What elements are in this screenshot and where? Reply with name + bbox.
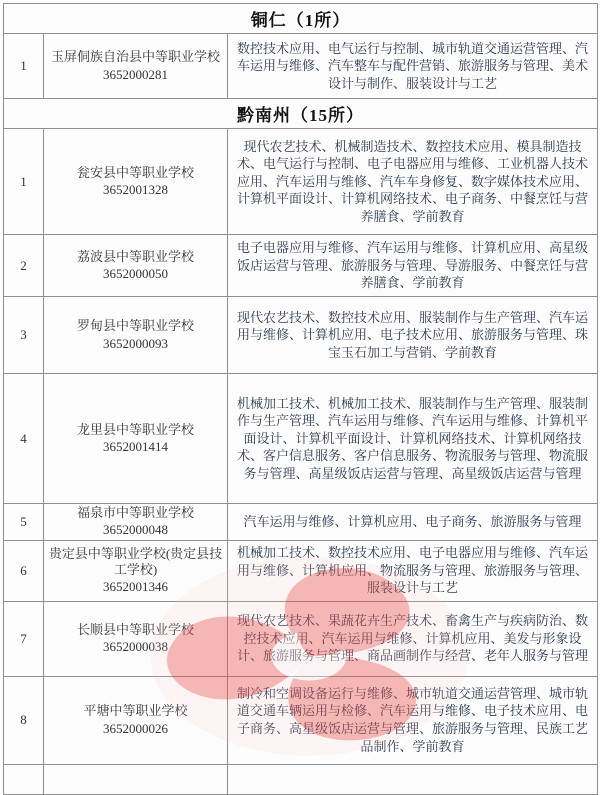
school-name: 长顺县中等职业学校 xyxy=(76,621,194,637)
school-cell xyxy=(44,374,228,504)
row-index: 2 xyxy=(4,235,44,297)
school-name: 荔波县中等职业学校 xyxy=(76,248,194,264)
school-name: 罗甸县中等职业学校 xyxy=(76,318,194,334)
programs-cell: 现代农艺技术、数控技术应用、服装制作与生产管理、汽车运用与维修、计算机应用、电子技术应用、旅游服务与管理、珠宝玉石加工与营销、学前教育 xyxy=(228,297,598,374)
row-index: 5 xyxy=(4,504,44,541)
school-cell xyxy=(44,504,228,541)
school-code: 3652001328 xyxy=(103,182,168,197)
row-index: 6 xyxy=(4,540,44,601)
school-name: 瓮安县中等职业学校 xyxy=(76,164,194,180)
programs-cell: 现代农艺技术、果蔬花卉生产技术、畜禽生产与疾病防治、数控技术应用、汽车运用与维修、计算机应用、美发与形象设计、旅游服务与管理、商品画制作与经营、老年人服务与管理 xyxy=(228,601,598,676)
school-code: 3652001346 xyxy=(103,579,168,595)
row-index: 8 xyxy=(4,676,44,764)
school-cell xyxy=(44,129,228,235)
school-code: 3652000026 xyxy=(103,720,168,736)
school-cell xyxy=(44,235,228,297)
table-row xyxy=(4,504,598,541)
school-code: 3652000093 xyxy=(103,335,168,351)
table-row xyxy=(4,129,598,235)
row-index: 4 xyxy=(4,374,44,504)
school-cell xyxy=(44,34,228,99)
table-row xyxy=(4,374,598,504)
row-index: 1 xyxy=(4,129,44,235)
school-cell xyxy=(44,540,228,601)
programs-cell: 制冷和空调设备运行与维修、城市轨道交通运营管理、城市轨道交通车辆运用与检修、汽车运用与维修、电子技术应用、电子商务、高星级饭店运营与管理、旅游服务与管理、民族工艺品制作、学前教育 xyxy=(228,676,598,764)
table-row xyxy=(4,34,598,99)
table-row xyxy=(4,297,598,374)
programs-cell: 数控技术应用、电气运行与控制、城市轨道交通运营管理、汽车运用与维修、汽车整车与配件营销、旅游服务与管理、美术设计与制作、服装设计与工艺 xyxy=(228,34,598,99)
school-name: 龙里县中等职业学校 xyxy=(76,421,194,437)
table-row xyxy=(4,235,598,297)
table-row xyxy=(4,601,598,676)
school-code: 3652000050 xyxy=(103,266,168,281)
programs-cell: 电子电器应用与维修、汽车运用与维修、计算机应用、高星级饭店运营与管理、旅游服务与管理、导游服务、中餐烹饪与营养膳食、学前教育 xyxy=(228,235,598,297)
row-index: 3 xyxy=(4,297,44,374)
programs-cell: 机械加工技术、机械加工技术、服装制作与生产管理、服装制作与生产管理、汽车运用与维修、汽车运用与维修、计算机平面设计、计算机平面设计、计算机网络技术、计算机网络技术、客户信息服务、客户信息服务、物流服务与管理、物流服务与管理、高星级饭店运营与管理、高星级饭店运营与管理 xyxy=(228,374,598,504)
row-index: 7 xyxy=(4,601,44,676)
table-row-cutoff xyxy=(4,764,598,794)
school-cell xyxy=(44,676,228,764)
programs-cell: 汽车运用与维修、计算机应用、电子商务、旅游服务与管理 xyxy=(228,504,598,541)
school-cell xyxy=(44,297,228,374)
table-row xyxy=(4,676,598,764)
school-code: 3652001414 xyxy=(103,439,168,454)
programs-cell: 机械加工技术、数控技术应用、电子电器应用与维修、汽车运用与维修、计算机应用、物流服务与管理、旅游服务与管理、服装设计与工艺 xyxy=(228,540,598,601)
school-name: 福泉市中等职业学校 xyxy=(76,505,194,520)
school-code: 3652000048 xyxy=(103,522,168,538)
region-header-tongren: 铜仁（1所） xyxy=(4,4,598,34)
school-name: 平塘中等职业学校 xyxy=(83,703,188,719)
school-cell xyxy=(44,601,228,676)
school-code: 3652000281 xyxy=(103,66,168,82)
row-index: 1 xyxy=(4,34,44,99)
table-row xyxy=(4,540,598,601)
region-header-qiannanzhou: 黔南州（15所） xyxy=(4,99,598,129)
school-code: 3652000038 xyxy=(103,639,168,654)
programs-cell: 现代农艺技术、机械制造技术、数控技术应用、模具制造技术、电气运行与控制、电子电器应用与维修、工业机器人技术应用、汽车运用与维修、汽车车身修复、数字媒体技术应用、计算机平面设计、计算机网络技术、电子商务、中餐烹饪与营养膳食、学前教育 xyxy=(228,129,598,235)
school-name: 玉屏侗族自治县中等职业学校 xyxy=(50,49,220,65)
school-name: 贵定县中等职业学校(贵定县技工学校) xyxy=(48,545,223,577)
school-approval-table xyxy=(3,3,598,795)
